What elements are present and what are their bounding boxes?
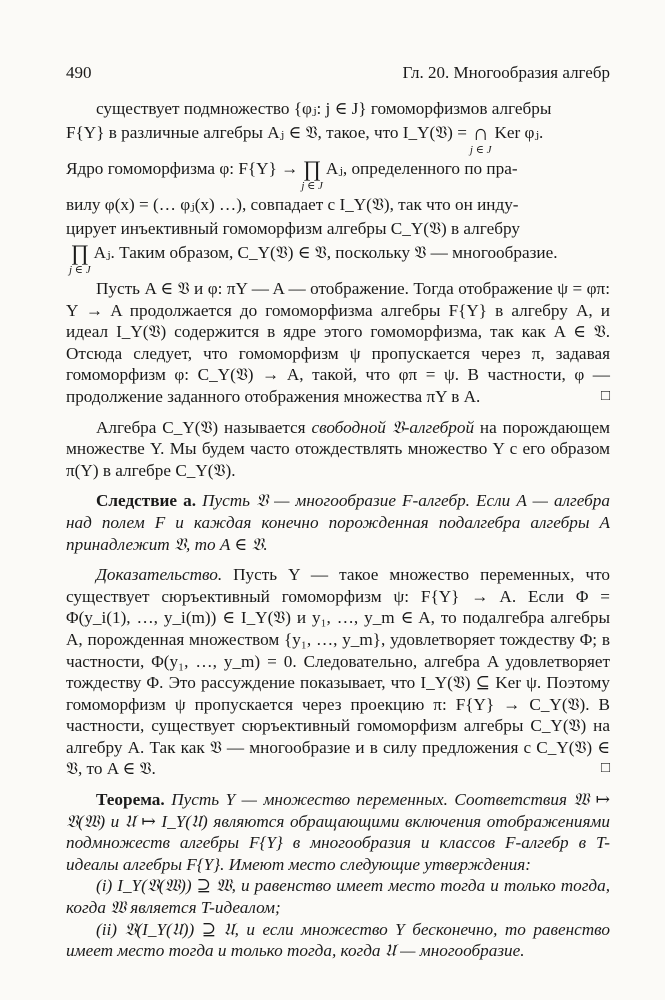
page-body: [66, 96, 610, 962]
paragraph-extension: Пусть A ∈ 𝔙 и φ: πY — A — отображение. Тогда отображение ψ = φπ: Y → A продолжается до гомоморфизма алгебры F{Y} в алгебру A, и идеал I_Y(𝔙) содержится в ядре этого гомоморфизма, так как A ∈ 𝔙. Отсюда следует, что гомоморфизм ψ пропускается через π, задавая гомоморфизм φ: C_Y(𝔙) → A, такой, что φπ = ψ. В частности, φ — продолжение заданного отображения множества πY в A. □: [66, 279, 610, 406]
qed-symbol: □: [600, 760, 610, 777]
proof-label: Доказательство.: [96, 565, 223, 585]
defined-term: свободной 𝔙-алгеброй: [311, 417, 475, 437]
product-operator: ∏ j ∈ J: [69, 240, 91, 276]
proof: Доказательство. Пусть Y — такое множество переменных, что существует сюръективный гомоморфизм ψ: F{Y} → A. Если Φ = Φ(y_i(1), …, y_i(m)) ∈ I_Y(𝔙) и y₁, …, y_m ∈ A, то подалгебра алгебры A, порожденная множеством {y₁, …, y_m}, удовлетворяет тождеству Φ; в частности, Φ(y₁, …, y_m) = 0. Следовательно, алгебра A удовлетворяет тождеству Φ. Это рассуждение показывает, что I_Y(𝔙) ⊆ Ker ψ. Поэтому гомоморфизм ψ пропускается через проекцию π: F{Y} → C_Y(𝔙). В частности, существует сюръективный гомоморфизм алгебры C_Y(𝔙) на алгебру A. Так как 𝔙 — многообразие и в силу предложения с C_Y(𝔙) ∈ 𝔙, то A ∈ 𝔙. □: [66, 565, 610, 779]
corollary-a: Следствие а. Пусть 𝔙 — многообразие F-алгебр. Если A — алгебра над полем F и каждая конечно порожденная подалгебра алгебры A принадлежит 𝔙, то A ∈ 𝔙.: [66, 491, 610, 554]
math-line: цирует инъективный гомоморфизм алгебры C_Y(𝔙) в алгебру: [66, 219, 520, 238]
math-line: вилу φ(x) = (… φⱼ(x) …), совпадает с I_Y(𝔙), так что он инду-: [66, 195, 519, 214]
math-line: существует подмножество {φⱼ: j ∈ J} гомоморфизмов алгебры: [96, 99, 552, 118]
page-header: [66, 62, 610, 84]
qed-symbol: □: [600, 387, 610, 404]
theorem: Теорема. Пусть Y — множество переменных. Соответствия 𝔚 ↦ 𝔙(𝔚) и 𝔘 ↦ I_Y(𝔘) являются обращающими включения отображениями подмножеств алгебры F{Y} в многообразия и классов F-алгебр в T-идеалы алгебры F{Y}. Имеют место следующие утверждения:: [66, 790, 610, 874]
theorem-label: Теорема.: [96, 790, 165, 810]
paragraph-free-algebra: Алгебра C_Y(𝔙) называется свободной 𝔙-алгеброй на порождающем множестве Y. Мы будем часто отождествлять множество Y с его образом π(Y) в алгебре C_Y(𝔙).: [66, 417, 610, 480]
theorem-item-i: (i) I_Y(𝔙(𝔚)) ⊇ 𝔚, и равенство имеет место тогда и только тогда, когда 𝔚 является T-идеалом;: [66, 876, 610, 918]
math-line: Ядро гомоморфизма φ: F{Y} → ∏ j ∈ J Aⱼ, определенного по пра-: [66, 156, 518, 192]
math-line: F{Y} в различные алгебры Aⱼ ∈ 𝔙, такое, что I_Y(𝔙) = ∩ j ∈ J Ker φⱼ.: [66, 120, 544, 156]
page-number: 490: [66, 63, 92, 82]
theorem-item-ii: (ii) 𝔙(I_Y(𝔘)) ⊇ 𝔘, и если множество Y бесконечно, то равенство имеет место тогда и только тогда, когда 𝔘 — многообразие.: [66, 919, 610, 961]
corollary-label: Следствие а.: [96, 491, 196, 511]
product-operator: ∏ j ∈ J: [301, 156, 323, 192]
intersection-operator: ∩ j ∈ J: [469, 120, 492, 156]
running-title: Гл. 20. Многообразия алгебр: [402, 63, 610, 82]
math-line: ∏ j ∈ J Aⱼ. Таким образом, C_Y(𝔙) ∈ 𝔙, поскольку 𝔙 — многообразие.: [69, 240, 558, 276]
paragraph-kernel: [66, 98, 610, 276]
